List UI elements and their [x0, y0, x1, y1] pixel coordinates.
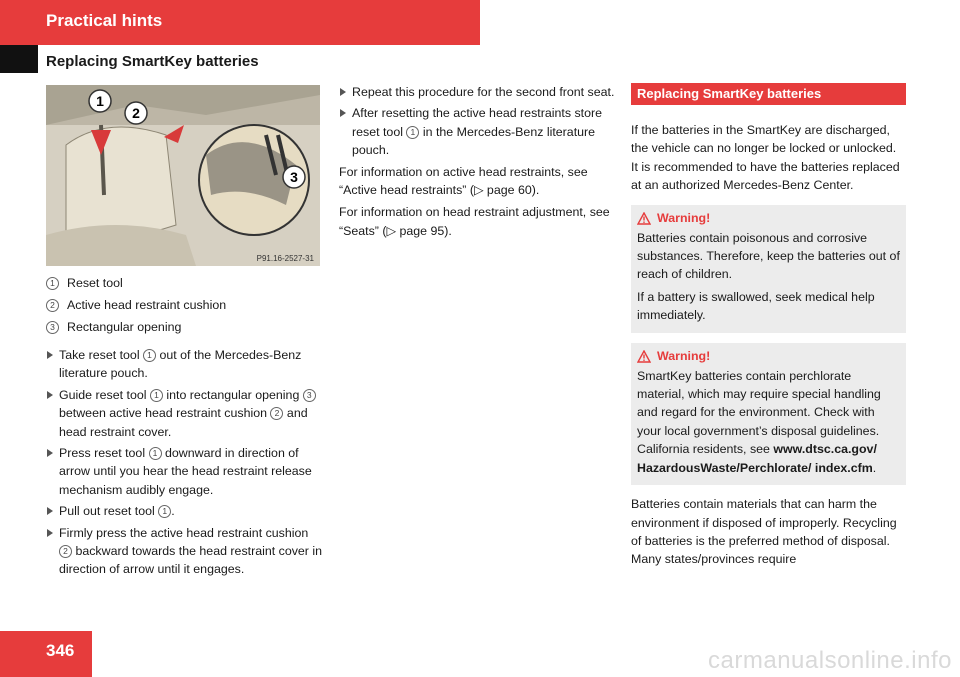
step-item: Press reset tool 1 downward in direction of arrow until you hear the head restraint release mechanism audibly engage.: [46, 444, 322, 499]
closing-paragraph: Batteries contain materials that can harm the environment if disposed of improperly. Recycling of batteries is the preferred method of disposal. Many states/provinces require: [631, 497, 897, 567]
legend-item: [46, 272, 322, 294]
page-number-tab: [0, 631, 92, 677]
legend-label: Rectangular opening: [67, 319, 182, 334]
step-item: Repeat this procedure for the second front seat.: [339, 83, 618, 101]
step-item: After resetting the active head restraints store reset tool 1 in the Mercedes-Benz literature pouch.: [339, 104, 618, 159]
figure-code: P91.16-2527-31: [256, 254, 314, 263]
cross-reference: For information on head restraint adjustment, see “Seats” (▷ page 95).: [339, 205, 610, 238]
section-heading: Replacing SmartKey batteries: [631, 83, 906, 105]
legend-label: Active head restraint cushion: [67, 297, 227, 312]
warning-triangle-icon: [637, 350, 651, 363]
warning-text: SmartKey batteries contain perchlorate material, which may require special handling and regard for the environment. Check with your local government’s disposal guidelines. California residents, see www.dtsc.ca.gov/ HazardousWaste/Perchlorate/ index.cfm.: [637, 368, 881, 475]
step-item: Pull out reset tool 1 .: [46, 502, 322, 520]
legend-number: 3: [46, 321, 59, 334]
column-right: [631, 83, 906, 573]
warning-box: [631, 343, 906, 485]
cross-reference: For information on active head restraints, see “Active head restraints” (▷ page 60).: [339, 164, 588, 198]
callout-3: 3: [290, 169, 298, 185]
procedure-steps: [46, 346, 322, 579]
header-tab-marker: [0, 45, 38, 73]
legend-label: Reset tool: [67, 275, 123, 290]
section-title: Practical hints: [46, 11, 163, 30]
step-item: Guide reset tool 1 into rectangular opening 3 between active head restraint cushion 2 and head restraint cover.: [46, 386, 322, 441]
watermark: carmanualsonline.info: [708, 647, 952, 674]
dtsc-link[interactable]: www.dtsc.ca.gov/ HazardousWaste/Perchlorate/ index.cfm: [637, 442, 877, 475]
head-restraint-illustration: [46, 85, 320, 266]
legend-item: [46, 316, 322, 338]
warning-text: If a battery is swallowed, seek medical help immediately.: [637, 289, 875, 323]
callout-2: 2: [132, 105, 140, 121]
warning-title: Warning!: [637, 209, 900, 229]
legend-number: 1: [46, 277, 59, 290]
callout-1: 1: [96, 93, 104, 109]
step-item: Take reset tool 1 out of the Mercedes-Benz literature pouch.: [46, 346, 322, 383]
column-middle: [339, 83, 618, 244]
legend-item: [46, 294, 322, 316]
legend-number: 2: [46, 299, 59, 312]
figure-legend: [46, 272, 322, 338]
section-header: [0, 0, 480, 45]
section-intro: If the batteries in the SmartKey are discharged, the vehicle can no longer be locked or unlocked. It is recommended to have the batteries replaced at an authorized Mercedes-Benz Center.: [631, 123, 900, 193]
warning-triangle-icon: [637, 212, 651, 225]
warning-text: Batteries contain poisonous and corrosive substances. Therefore, keep the batteries out of reach of children.: [637, 230, 900, 282]
column-left: [46, 85, 322, 582]
page-subtitle: Replacing SmartKey batteries: [46, 53, 259, 70]
warning-title: Warning!: [637, 347, 900, 367]
warning-box: [631, 205, 906, 333]
page-number: 346: [46, 641, 75, 660]
step-item: Firmly press the active head restraint cushion 2 backward towards the head restraint cover in direction of arrow until it engages.: [46, 524, 322, 579]
head-restraint-photo: [46, 85, 320, 266]
